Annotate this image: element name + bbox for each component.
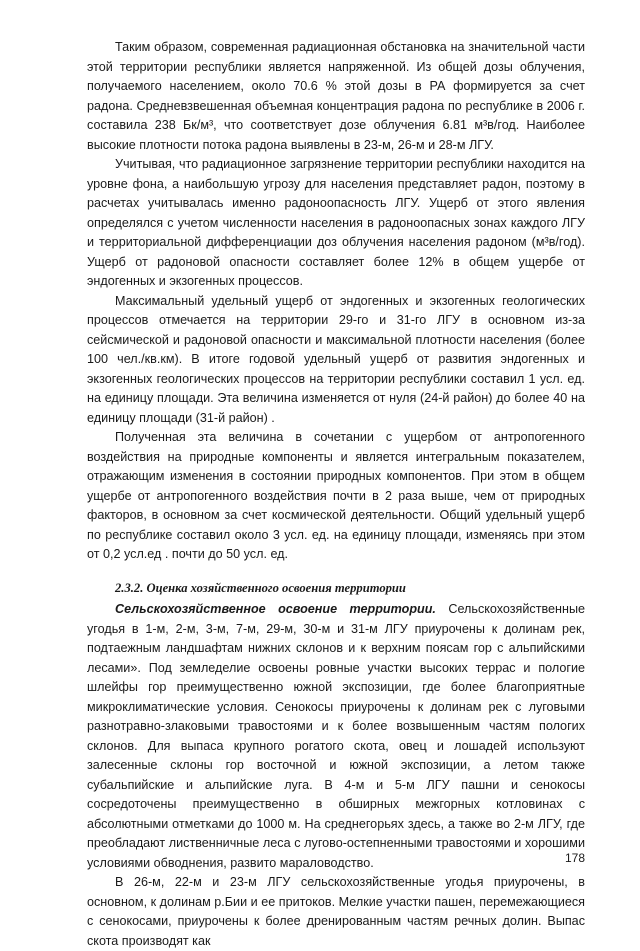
paragraph-max-damage: Максимальный удельный ущерб от эндогенных и экзогенных геологических процессов отмечается на территории 29-го и 31-го ЛГУ в основном из-за сейсмической и радоновой опасности и максимальной плотности населения (более 100 чел./кв.км). В итоге годовой удельный ущерб от развития эндогенных и экзогенных геологических процессов на территории республики составил 1 усл. ед. на единицу площади. Эта величина изменяется от нуля (24-й район) до более 40 на единицу площади (31-й район) .: [87, 293, 585, 425]
section-lead: Сельскохозяйственное освоение территории.: [115, 602, 436, 616]
document-page: [87, 38, 585, 951]
paragraph-integral-indicator: Полученная эта величина в сочетании с ущербом от антропогенного воздействия на природные компоненты и является интегральным показателем, отражающим изменения в состоянии природных компонентов. При этом в общем ущербе от антропогенного воздействия почти в 2 раза выше, чем от природных факторов, в основном за счет космической деятельности. Общий удельный ущерб по республике составил около 3 усл. ед. на единицу площади, изменяясь при этом от 0,2 усл.ед . почти до 50 усл. ед.: [87, 430, 585, 561]
paragraph-radon-damage: Учитывая, что радиационное загрязнение территории республики находится на уровне фона, а наибольшую угрозу для населения представляет радон, поэтому в расчетах учитывалась именно радоноопасность ЛГУ. Ущерб от этого явления определялся с учетом численности населения в радоноопасных зонах каждого ЛГУ и территориальной дифференциации доз облучения населения радоном (м³в/год). Ущерб от радоновой опасности составляет более 12% в общем ущербе от эндогенных и экзогенных процессов.: [87, 157, 585, 288]
paragraph-radon-situation: Таким образом, современная радиационная обстановка на значительной части этой территории республики является напряженной. Из общей дозы облучения, получаемого населением, около 70.6 % этой дозы в РА формируется за счет радона. Средневзвешенная объемная концентрация радона по республике в 2006 г. составила 238 Бк/м³, что соответствует дозе облучения 6.81 м³в/год. Наиболее высокие плотности потока радона выявлены в 23-м, 26-м и 28-м ЛГУ.: [87, 40, 585, 152]
page-number: 178: [564, 851, 585, 865]
paragraph-biya-valley: В 26-м, 22-м и 23-м ЛГУ сельскохозяйственные угодья приурочены, в основном, к долинам р.Бии и ее притоков. Мелкие участки пашен, перемежающиеся с сенокосами, приурочены к более дренированным частям речных долин. Выпас скота производят как: [87, 875, 585, 948]
paragraph-agriculture: [87, 600, 585, 873]
section-heading: 2.3.2. Оценка хозяйственного освоения территории: [115, 580, 406, 595]
section-lead-rest: Сельскохозяйственные угодья в 1-м, 2-м, 3-м, 7-м, 29-м, 30-м и 31-м ЛГУ приурочены к долинам рек, подтаежным ландшафтам нижних склонов и к верхним поясам гор с альпийскими лесами». Под земледелие освоены ровные участки высоких террас и пологие шлейфы гор преимущественно южной экспозиции, где более благоприятные микроклиматические условия. Сенокосы приурочены к долинам рек с луговыми разнотравно-злаковыми травостоями и к более возвышенным частям пологих склонов. Для выпаса крупного рогатого скота, овец и лошадей используют залесенные склоны гор восточной и южной экспозиции, а летом также субальпийские и альпийские луга. В 4-м и 5-м ЛГУ пашни и сенокосы сосредоточены преимущественно в обширных межгорных котловинах с абсолютными отметками до 1000 м. На среднегорьях здесь, а также во 2-м ЛГУ, где преобладают лиственничные леса с лугово-остепненными травостоями и хорошими условиями обводнения, развито мараловодство.: [87, 602, 585, 870]
